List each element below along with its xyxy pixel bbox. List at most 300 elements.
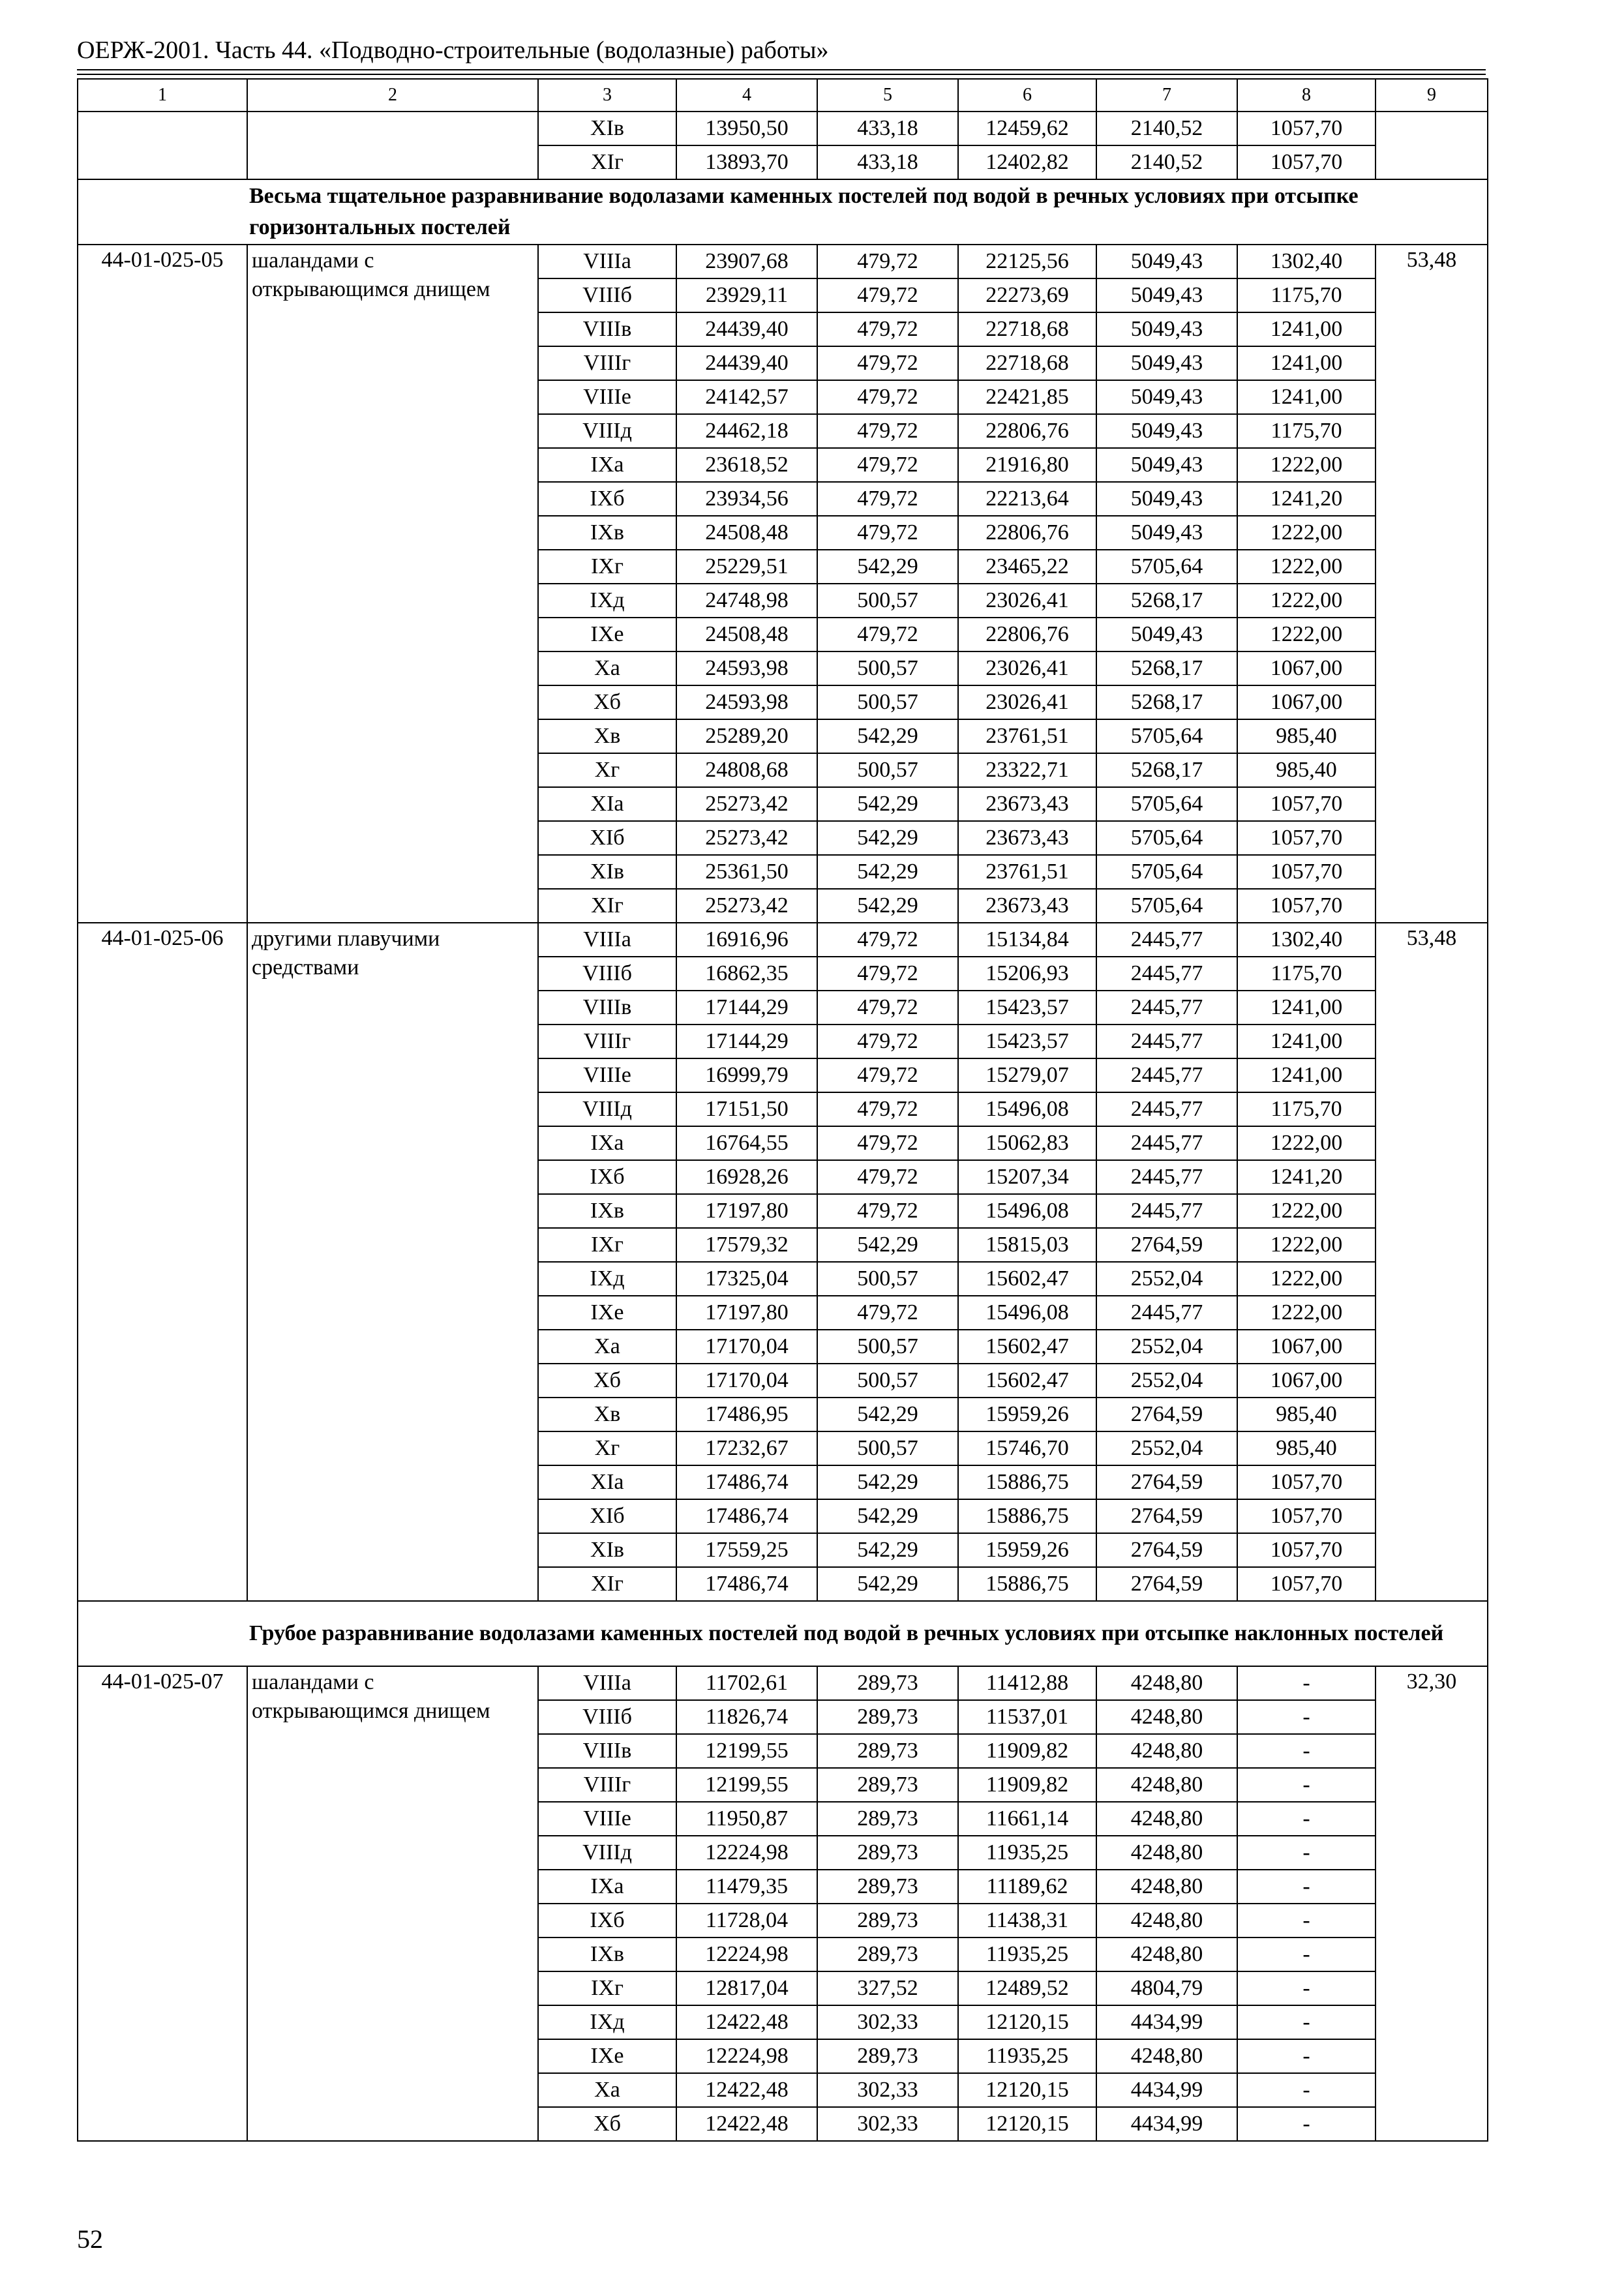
rate-class: VIIIа (538, 923, 676, 957)
materials-cost: 1175,70 (1237, 1092, 1376, 1126)
rate-class: VIIIд (538, 1836, 676, 1870)
labor-cost: 479,72 (817, 516, 958, 550)
labor-cost: 289,73 (817, 1768, 958, 1802)
labor-cost: 542,29 (817, 855, 958, 889)
total-cost: 25229,51 (676, 550, 817, 584)
machine-cost: 12489,52 (958, 1971, 1096, 2005)
total-cost: 16928,26 (676, 1160, 817, 1194)
machine-labor-cost: 2445,77 (1096, 1092, 1237, 1126)
labor-cost: 500,57 (817, 584, 958, 618)
machine-cost: 22806,76 (958, 618, 1096, 651)
total-cost: 25361,50 (676, 855, 817, 889)
machine-cost: 22125,56 (958, 245, 1096, 278)
rate-class: VIIIг (538, 1025, 676, 1058)
machine-cost: 11661,14 (958, 1802, 1096, 1836)
machine-cost: 15062,83 (958, 1126, 1096, 1160)
column-number: 3 (538, 79, 676, 112)
machine-cost: 15207,34 (958, 1160, 1096, 1194)
labor-cost: 479,72 (817, 1296, 958, 1330)
page-number: 52 (77, 2224, 103, 2254)
materials-cost: 1222,00 (1237, 584, 1376, 618)
machine-labor-cost: 5049,43 (1096, 516, 1237, 550)
machine-labor-cost: 4248,80 (1096, 1734, 1237, 1768)
materials-cost: 1302,40 (1237, 245, 1376, 278)
rate-class: Xа (538, 651, 676, 685)
labor-hours (1376, 112, 1488, 179)
materials-cost: 1222,00 (1237, 1228, 1376, 1262)
total-cost: 12224,98 (676, 2039, 817, 2073)
machine-labor-cost: 5049,43 (1096, 245, 1237, 278)
materials-cost: 1241,00 (1237, 1025, 1376, 1058)
labor-cost: 479,72 (817, 278, 958, 312)
labor-cost: 289,73 (817, 1836, 958, 1870)
total-cost: 24439,40 (676, 346, 817, 380)
materials-cost: 1057,70 (1237, 145, 1376, 179)
machine-labor-cost: 2445,77 (1096, 957, 1237, 991)
labor-cost: 433,18 (817, 145, 958, 179)
norms-table-body (78, 79, 1488, 2141)
machine-labor-cost: 2445,77 (1096, 1296, 1237, 1330)
labor-cost: 479,72 (817, 482, 958, 516)
rate-class: IXв (538, 516, 676, 550)
machine-labor-cost: 5049,43 (1096, 482, 1237, 516)
rate-class: Xв (538, 719, 676, 753)
materials-cost: 1222,00 (1237, 1262, 1376, 1296)
rate-class: VIIIв (538, 991, 676, 1025)
materials-cost: - (1237, 1700, 1376, 1734)
labor-cost: 302,33 (817, 2073, 958, 2107)
materials-cost: 1067,00 (1237, 1364, 1376, 1398)
machine-cost: 22718,68 (958, 312, 1096, 346)
column-number: 7 (1096, 79, 1237, 112)
section-heading: Весьма тщательное разравнивание водолазами каменных постелей под водой в речных условиях при отсыпке горизонтальных постелей (78, 179, 1488, 245)
machine-cost: 15423,57 (958, 1025, 1096, 1058)
total-cost: 17579,32 (676, 1228, 817, 1262)
total-cost: 25289,20 (676, 719, 817, 753)
machine-cost: 11412,88 (958, 1666, 1096, 1700)
labor-cost: 327,52 (817, 1971, 958, 2005)
column-number: 9 (1376, 79, 1488, 112)
rate-class: XIб (538, 1499, 676, 1533)
total-cost: 11728,04 (676, 1904, 817, 1937)
materials-cost: - (1237, 2073, 1376, 2107)
total-cost: 23618,52 (676, 448, 817, 482)
machine-labor-cost: 5049,43 (1096, 278, 1237, 312)
materials-cost: 985,40 (1237, 1398, 1376, 1431)
machine-cost: 23026,41 (958, 651, 1096, 685)
materials-cost: 1222,00 (1237, 618, 1376, 651)
labor-cost: 479,72 (817, 1194, 958, 1228)
table-row (78, 112, 1488, 145)
machine-cost: 22718,68 (958, 346, 1096, 380)
page-header-title: ОЕРЖ-2001. Часть 44. «Подводно-строительные (водолазные) работы» (77, 37, 829, 64)
total-cost: 17486,74 (676, 1499, 817, 1533)
column-number-row (78, 79, 1488, 112)
norm-code: 44-01-025-06 (78, 923, 247, 1601)
rate-class: IXв (538, 1937, 676, 1971)
norm-name: другими плавучими средствами (247, 923, 538, 1601)
machine-cost: 23026,41 (958, 584, 1096, 618)
machine-cost: 15134,84 (958, 923, 1096, 957)
machine-labor-cost: 2445,77 (1096, 1126, 1237, 1160)
machine-cost: 15423,57 (958, 991, 1096, 1025)
total-cost: 24142,57 (676, 380, 817, 414)
materials-cost: - (1237, 2039, 1376, 2073)
section-heading-row (78, 1601, 1488, 1666)
rate-class: IXа (538, 448, 676, 482)
materials-cost: 1057,70 (1237, 1499, 1376, 1533)
labor-hours: 32,30 (1376, 1666, 1488, 2141)
rate-class: XIг (538, 145, 676, 179)
machine-cost: 12459,62 (958, 112, 1096, 145)
machine-cost: 12120,15 (958, 2073, 1096, 2107)
total-cost: 12224,98 (676, 1836, 817, 1870)
labor-cost: 542,29 (817, 787, 958, 821)
total-cost: 11702,61 (676, 1666, 817, 1700)
total-cost: 16764,55 (676, 1126, 817, 1160)
materials-cost: 985,40 (1237, 753, 1376, 787)
machine-cost: 12402,82 (958, 145, 1096, 179)
machine-cost: 15886,75 (958, 1567, 1096, 1601)
column-number: 2 (247, 79, 538, 112)
machine-labor-cost: 2445,77 (1096, 1025, 1237, 1058)
rate-class: IXд (538, 584, 676, 618)
rate-class: IXа (538, 1126, 676, 1160)
column-number: 5 (817, 79, 958, 112)
materials-cost: - (1237, 1971, 1376, 2005)
machine-cost: 15959,26 (958, 1398, 1096, 1431)
machine-cost: 11537,01 (958, 1700, 1096, 1734)
total-cost: 11479,35 (676, 1870, 817, 1904)
machine-labor-cost: 2552,04 (1096, 1330, 1237, 1364)
total-cost: 12817,04 (676, 1971, 817, 2005)
total-cost: 17559,25 (676, 1533, 817, 1567)
materials-cost: 985,40 (1237, 719, 1376, 753)
labor-cost: 479,72 (817, 245, 958, 278)
total-cost: 23929,11 (676, 278, 817, 312)
machine-labor-cost: 4248,80 (1096, 1666, 1237, 1700)
total-cost: 17486,74 (676, 1567, 817, 1601)
machine-labor-cost: 2445,77 (1096, 1194, 1237, 1228)
machine-labor-cost: 5049,43 (1096, 448, 1237, 482)
machine-cost: 22273,69 (958, 278, 1096, 312)
materials-cost: - (1237, 1802, 1376, 1836)
materials-cost: - (1237, 1937, 1376, 1971)
rate-class: Xг (538, 1431, 676, 1465)
rate-class: IXд (538, 2005, 676, 2039)
norm-code: 44-01-025-07 (78, 1666, 247, 2141)
machine-labor-cost: 5705,64 (1096, 855, 1237, 889)
machine-labor-cost: 4248,80 (1096, 1700, 1237, 1734)
labor-cost: 289,73 (817, 2039, 958, 2073)
machine-labor-cost: 5705,64 (1096, 787, 1237, 821)
labor-cost: 479,72 (817, 346, 958, 380)
rate-class: Xб (538, 1364, 676, 1398)
labor-cost: 542,29 (817, 1533, 958, 1567)
total-cost: 25273,42 (676, 889, 817, 923)
rate-class: XIг (538, 1567, 676, 1601)
labor-cost: 542,29 (817, 889, 958, 923)
materials-cost: - (1237, 1666, 1376, 1700)
total-cost: 17144,29 (676, 1025, 817, 1058)
rate-class: IXа (538, 1870, 676, 1904)
machine-labor-cost: 2764,59 (1096, 1465, 1237, 1499)
machine-cost: 23673,43 (958, 787, 1096, 821)
rate-class: VIIIа (538, 1666, 676, 1700)
materials-cost: 1057,70 (1237, 821, 1376, 855)
total-cost: 17486,74 (676, 1465, 817, 1499)
labor-cost: 302,33 (817, 2107, 958, 2141)
total-cost: 25273,42 (676, 787, 817, 821)
labor-cost: 542,29 (817, 1465, 958, 1499)
total-cost: 24462,18 (676, 414, 817, 448)
rate-class: XIв (538, 112, 676, 145)
machine-cost: 22421,85 (958, 380, 1096, 414)
rate-class: IXе (538, 1296, 676, 1330)
machine-labor-cost: 2140,52 (1096, 112, 1237, 145)
machine-cost: 15815,03 (958, 1228, 1096, 1262)
labor-cost: 479,72 (817, 312, 958, 346)
materials-cost: 985,40 (1237, 1431, 1376, 1465)
labor-cost: 500,57 (817, 753, 958, 787)
total-cost: 12422,48 (676, 2005, 817, 2039)
rate-class: VIIIе (538, 1802, 676, 1836)
labor-cost: 542,29 (817, 1228, 958, 1262)
total-cost: 25273,42 (676, 821, 817, 855)
machine-labor-cost: 2445,77 (1096, 991, 1237, 1025)
machine-cost: 23761,51 (958, 719, 1096, 753)
materials-cost: - (1237, 2005, 1376, 2039)
materials-cost: - (1237, 1836, 1376, 1870)
labor-cost: 542,29 (817, 719, 958, 753)
machine-labor-cost: 2764,59 (1096, 1533, 1237, 1567)
materials-cost: 1222,00 (1237, 448, 1376, 482)
rate-class: VIIIд (538, 414, 676, 448)
labor-cost: 500,57 (817, 1364, 958, 1398)
table-row (78, 245, 1488, 278)
machine-labor-cost: 5049,43 (1096, 618, 1237, 651)
machine-cost: 23322,71 (958, 753, 1096, 787)
total-cost: 17170,04 (676, 1364, 817, 1398)
machine-labor-cost: 5049,43 (1096, 346, 1237, 380)
total-cost: 13950,50 (676, 112, 817, 145)
rate-class: VIIIд (538, 1092, 676, 1126)
machine-cost: 15886,75 (958, 1465, 1096, 1499)
materials-cost: 1057,70 (1237, 1533, 1376, 1567)
materials-cost: - (1237, 1904, 1376, 1937)
total-cost: 16999,79 (676, 1058, 817, 1092)
machine-cost: 11935,25 (958, 2039, 1096, 2073)
rate-class: Xб (538, 2107, 676, 2141)
rate-class: VIIIг (538, 346, 676, 380)
rate-class: IXб (538, 482, 676, 516)
machine-labor-cost: 2764,59 (1096, 1567, 1237, 1601)
rate-class: XIа (538, 1465, 676, 1499)
machine-cost: 11909,82 (958, 1768, 1096, 1802)
materials-cost: 1067,00 (1237, 1330, 1376, 1364)
materials-cost: 1067,00 (1237, 685, 1376, 719)
machine-labor-cost: 5268,17 (1096, 753, 1237, 787)
materials-cost: 1222,00 (1237, 516, 1376, 550)
machine-labor-cost: 4248,80 (1096, 1836, 1237, 1870)
labor-cost: 433,18 (817, 112, 958, 145)
machine-cost: 12120,15 (958, 2107, 1096, 2141)
materials-cost: 1057,70 (1237, 112, 1376, 145)
materials-cost: 1057,70 (1237, 1465, 1376, 1499)
total-cost: 13893,70 (676, 145, 817, 179)
total-cost: 23907,68 (676, 245, 817, 278)
machine-cost: 11189,62 (958, 1870, 1096, 1904)
materials-cost: 1241,00 (1237, 1058, 1376, 1092)
materials-cost: 1057,70 (1237, 787, 1376, 821)
machine-cost: 15496,08 (958, 1194, 1096, 1228)
total-cost: 24748,98 (676, 584, 817, 618)
total-cost: 17325,04 (676, 1262, 817, 1296)
machine-labor-cost: 2445,77 (1096, 1058, 1237, 1092)
materials-cost: 1057,70 (1237, 1567, 1376, 1601)
machine-labor-cost: 4434,99 (1096, 2005, 1237, 2039)
rate-class: IXб (538, 1904, 676, 1937)
materials-cost: 1222,00 (1237, 550, 1376, 584)
machine-cost: 11935,25 (958, 1937, 1096, 1971)
rate-class: VIIIе (538, 1058, 676, 1092)
machine-labor-cost: 4248,80 (1096, 1802, 1237, 1836)
rate-class: IXг (538, 550, 676, 584)
total-cost: 17197,80 (676, 1194, 817, 1228)
labor-cost: 479,72 (817, 380, 958, 414)
machine-cost: 23465,22 (958, 550, 1096, 584)
total-cost: 11826,74 (676, 1700, 817, 1734)
machine-labor-cost: 5268,17 (1096, 685, 1237, 719)
total-cost: 12422,48 (676, 2073, 817, 2107)
labor-cost: 542,29 (817, 1398, 958, 1431)
section-heading: Грубое разравнивание водолазами каменных постелей под водой в речных условиях при отсыпке наклонных постелей (78, 1601, 1488, 1666)
materials-cost: 1241,00 (1237, 312, 1376, 346)
machine-cost: 23761,51 (958, 855, 1096, 889)
machine-cost: 15602,47 (958, 1364, 1096, 1398)
header-rule-bottom (77, 74, 1486, 75)
rate-class: Xа (538, 2073, 676, 2107)
rate-class: VIIIв (538, 1734, 676, 1768)
labor-cost: 479,72 (817, 1126, 958, 1160)
rate-class: Xб (538, 685, 676, 719)
materials-cost: 1175,70 (1237, 278, 1376, 312)
rate-class: IXб (538, 1160, 676, 1194)
rate-class: XIа (538, 787, 676, 821)
machine-labor-cost: 2140,52 (1096, 145, 1237, 179)
labor-cost: 302,33 (817, 2005, 958, 2039)
machine-labor-cost: 4248,80 (1096, 2039, 1237, 2073)
labor-cost: 479,72 (817, 414, 958, 448)
labor-cost: 500,57 (817, 651, 958, 685)
rate-class: XIв (538, 855, 676, 889)
total-cost: 24508,48 (676, 618, 817, 651)
machine-labor-cost: 5705,64 (1096, 889, 1237, 923)
rate-class: IXе (538, 618, 676, 651)
labor-cost: 289,73 (817, 1904, 958, 1937)
norm-code (78, 112, 247, 179)
labor-cost: 289,73 (817, 1734, 958, 1768)
machine-labor-cost: 5705,64 (1096, 550, 1237, 584)
materials-cost: 1302,40 (1237, 923, 1376, 957)
machine-labor-cost: 5049,43 (1096, 312, 1237, 346)
machine-labor-cost: 5049,43 (1096, 414, 1237, 448)
machine-cost: 22213,64 (958, 482, 1096, 516)
labor-cost: 289,73 (817, 1937, 958, 1971)
machine-cost: 15496,08 (958, 1092, 1096, 1126)
machine-labor-cost: 4248,80 (1096, 1870, 1237, 1904)
machine-cost: 15886,75 (958, 1499, 1096, 1533)
rate-class: VIIIб (538, 278, 676, 312)
labor-cost: 500,57 (817, 1431, 958, 1465)
machine-cost: 12120,15 (958, 2005, 1096, 2039)
labor-cost: 542,29 (817, 1499, 958, 1533)
machine-cost: 22806,76 (958, 414, 1096, 448)
section-heading-row (78, 179, 1488, 245)
rate-class: VIIIе (538, 380, 676, 414)
total-cost: 23934,56 (676, 482, 817, 516)
materials-cost: 1241,00 (1237, 346, 1376, 380)
total-cost: 17144,29 (676, 991, 817, 1025)
rate-class: XIг (538, 889, 676, 923)
rate-class: VIIIв (538, 312, 676, 346)
labor-cost: 479,72 (817, 448, 958, 482)
materials-cost: 1057,70 (1237, 889, 1376, 923)
labor-cost: 500,57 (817, 685, 958, 719)
rate-class: XIб (538, 821, 676, 855)
rate-class: Xг (538, 753, 676, 787)
machine-labor-cost: 5268,17 (1096, 651, 1237, 685)
column-number: 6 (958, 79, 1096, 112)
total-cost: 24593,98 (676, 685, 817, 719)
total-cost: 24508,48 (676, 516, 817, 550)
rate-class: IXе (538, 2039, 676, 2073)
machine-cost: 23673,43 (958, 889, 1096, 923)
materials-cost: 1241,20 (1237, 1160, 1376, 1194)
column-number: 4 (676, 79, 817, 112)
machine-labor-cost: 2445,77 (1096, 1160, 1237, 1194)
total-cost: 12224,98 (676, 1937, 817, 1971)
labor-cost: 479,72 (817, 618, 958, 651)
rate-class: VIIIг (538, 1768, 676, 1802)
materials-cost: 1222,00 (1237, 1194, 1376, 1228)
total-cost: 17232,67 (676, 1431, 817, 1465)
header-rule-top (77, 69, 1486, 70)
labor-cost: 479,72 (817, 1160, 958, 1194)
machine-labor-cost: 5049,43 (1096, 380, 1237, 414)
materials-cost: 1175,70 (1237, 414, 1376, 448)
total-cost: 12199,55 (676, 1768, 817, 1802)
total-cost: 24808,68 (676, 753, 817, 787)
rate-class: VIIIб (538, 957, 676, 991)
labor-cost: 289,73 (817, 1700, 958, 1734)
total-cost: 24593,98 (676, 651, 817, 685)
total-cost: 16916,96 (676, 923, 817, 957)
labor-cost: 289,73 (817, 1870, 958, 1904)
labor-cost: 479,72 (817, 923, 958, 957)
labor-cost: 289,73 (817, 1666, 958, 1700)
rate-class: Xв (538, 1398, 676, 1431)
machine-cost: 11935,25 (958, 1836, 1096, 1870)
machine-cost: 15279,07 (958, 1058, 1096, 1092)
machine-labor-cost: 4434,99 (1096, 2073, 1237, 2107)
machine-labor-cost: 5705,64 (1096, 821, 1237, 855)
machine-cost: 11909,82 (958, 1734, 1096, 1768)
machine-cost: 15602,47 (958, 1330, 1096, 1364)
norm-code: 44-01-025-05 (78, 245, 247, 923)
rate-class: Xа (538, 1330, 676, 1364)
norm-name (247, 112, 538, 179)
